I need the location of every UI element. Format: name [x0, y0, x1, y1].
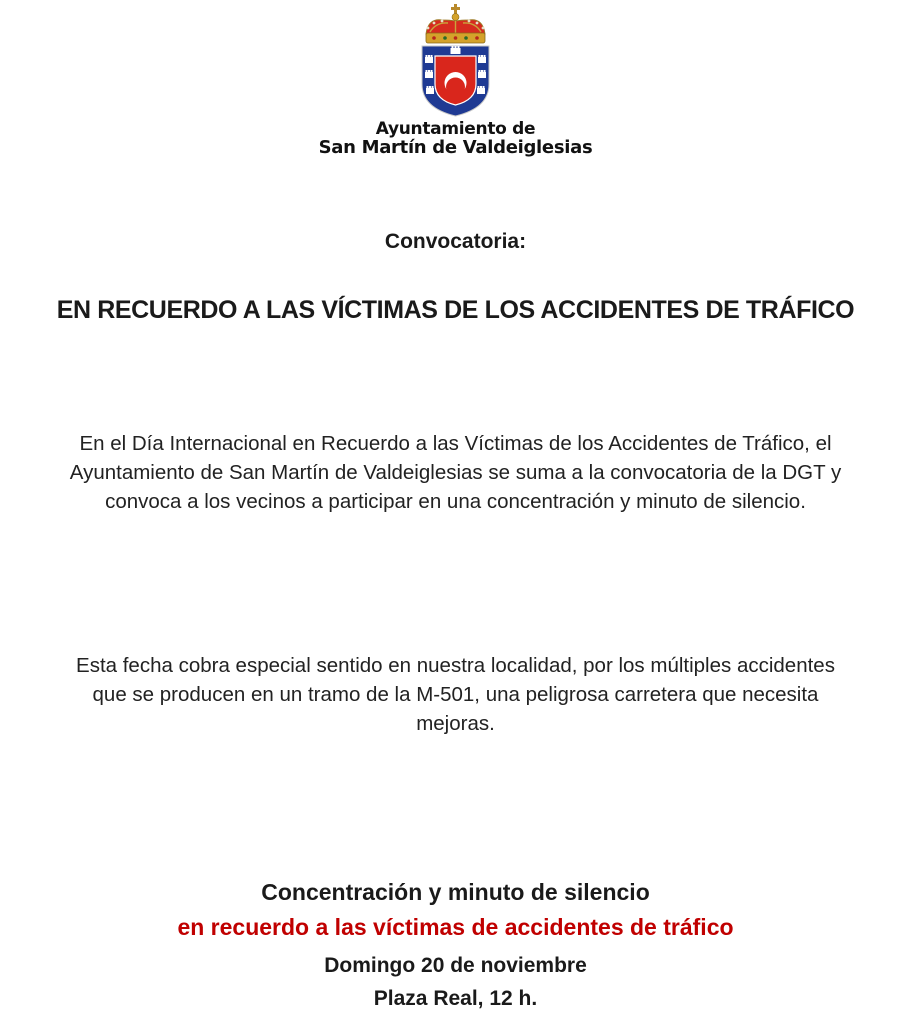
event-subtitle: en recuerdo a las víctimas de accidentes de tráfico [177, 914, 734, 940]
event-date: Domingo 20 de noviembre [324, 954, 587, 977]
intro-paragraph: En el Día Internacional en Recuerdo a las Víctimas de los Accidentes de Tráfico, el Ayuntamiento de San Martín de Valdeiglesias se suma a la convocatoria de la DGT y convoca a los vecinos a participar en una concentración y minuto de silencio. [69, 432, 842, 513]
event-title: Concentración y minuto de silencio [261, 879, 650, 905]
org-name-line1: Ayuntamiento de [375, 119, 536, 139]
coat-of-arms-icon [418, 4, 494, 120]
event-place: Plaza Real, 12 h. [373, 987, 538, 1010]
org-name-line2: San Martín de Valdeiglesias [318, 137, 593, 158]
document-title: EN RECUERDO A LAS VÍCTIMAS DE LOS ACCIDENTES DE TRÁFICO [56, 296, 855, 324]
context-paragraph: Esta fecha cobra especial sentido en nuestra localidad, por los múltiples accidentes que se producen en un tramo de la M-501, una peligrosa carretera que necesita mejoras. [76, 654, 835, 735]
document-label: Convocatoria: [384, 230, 527, 253]
